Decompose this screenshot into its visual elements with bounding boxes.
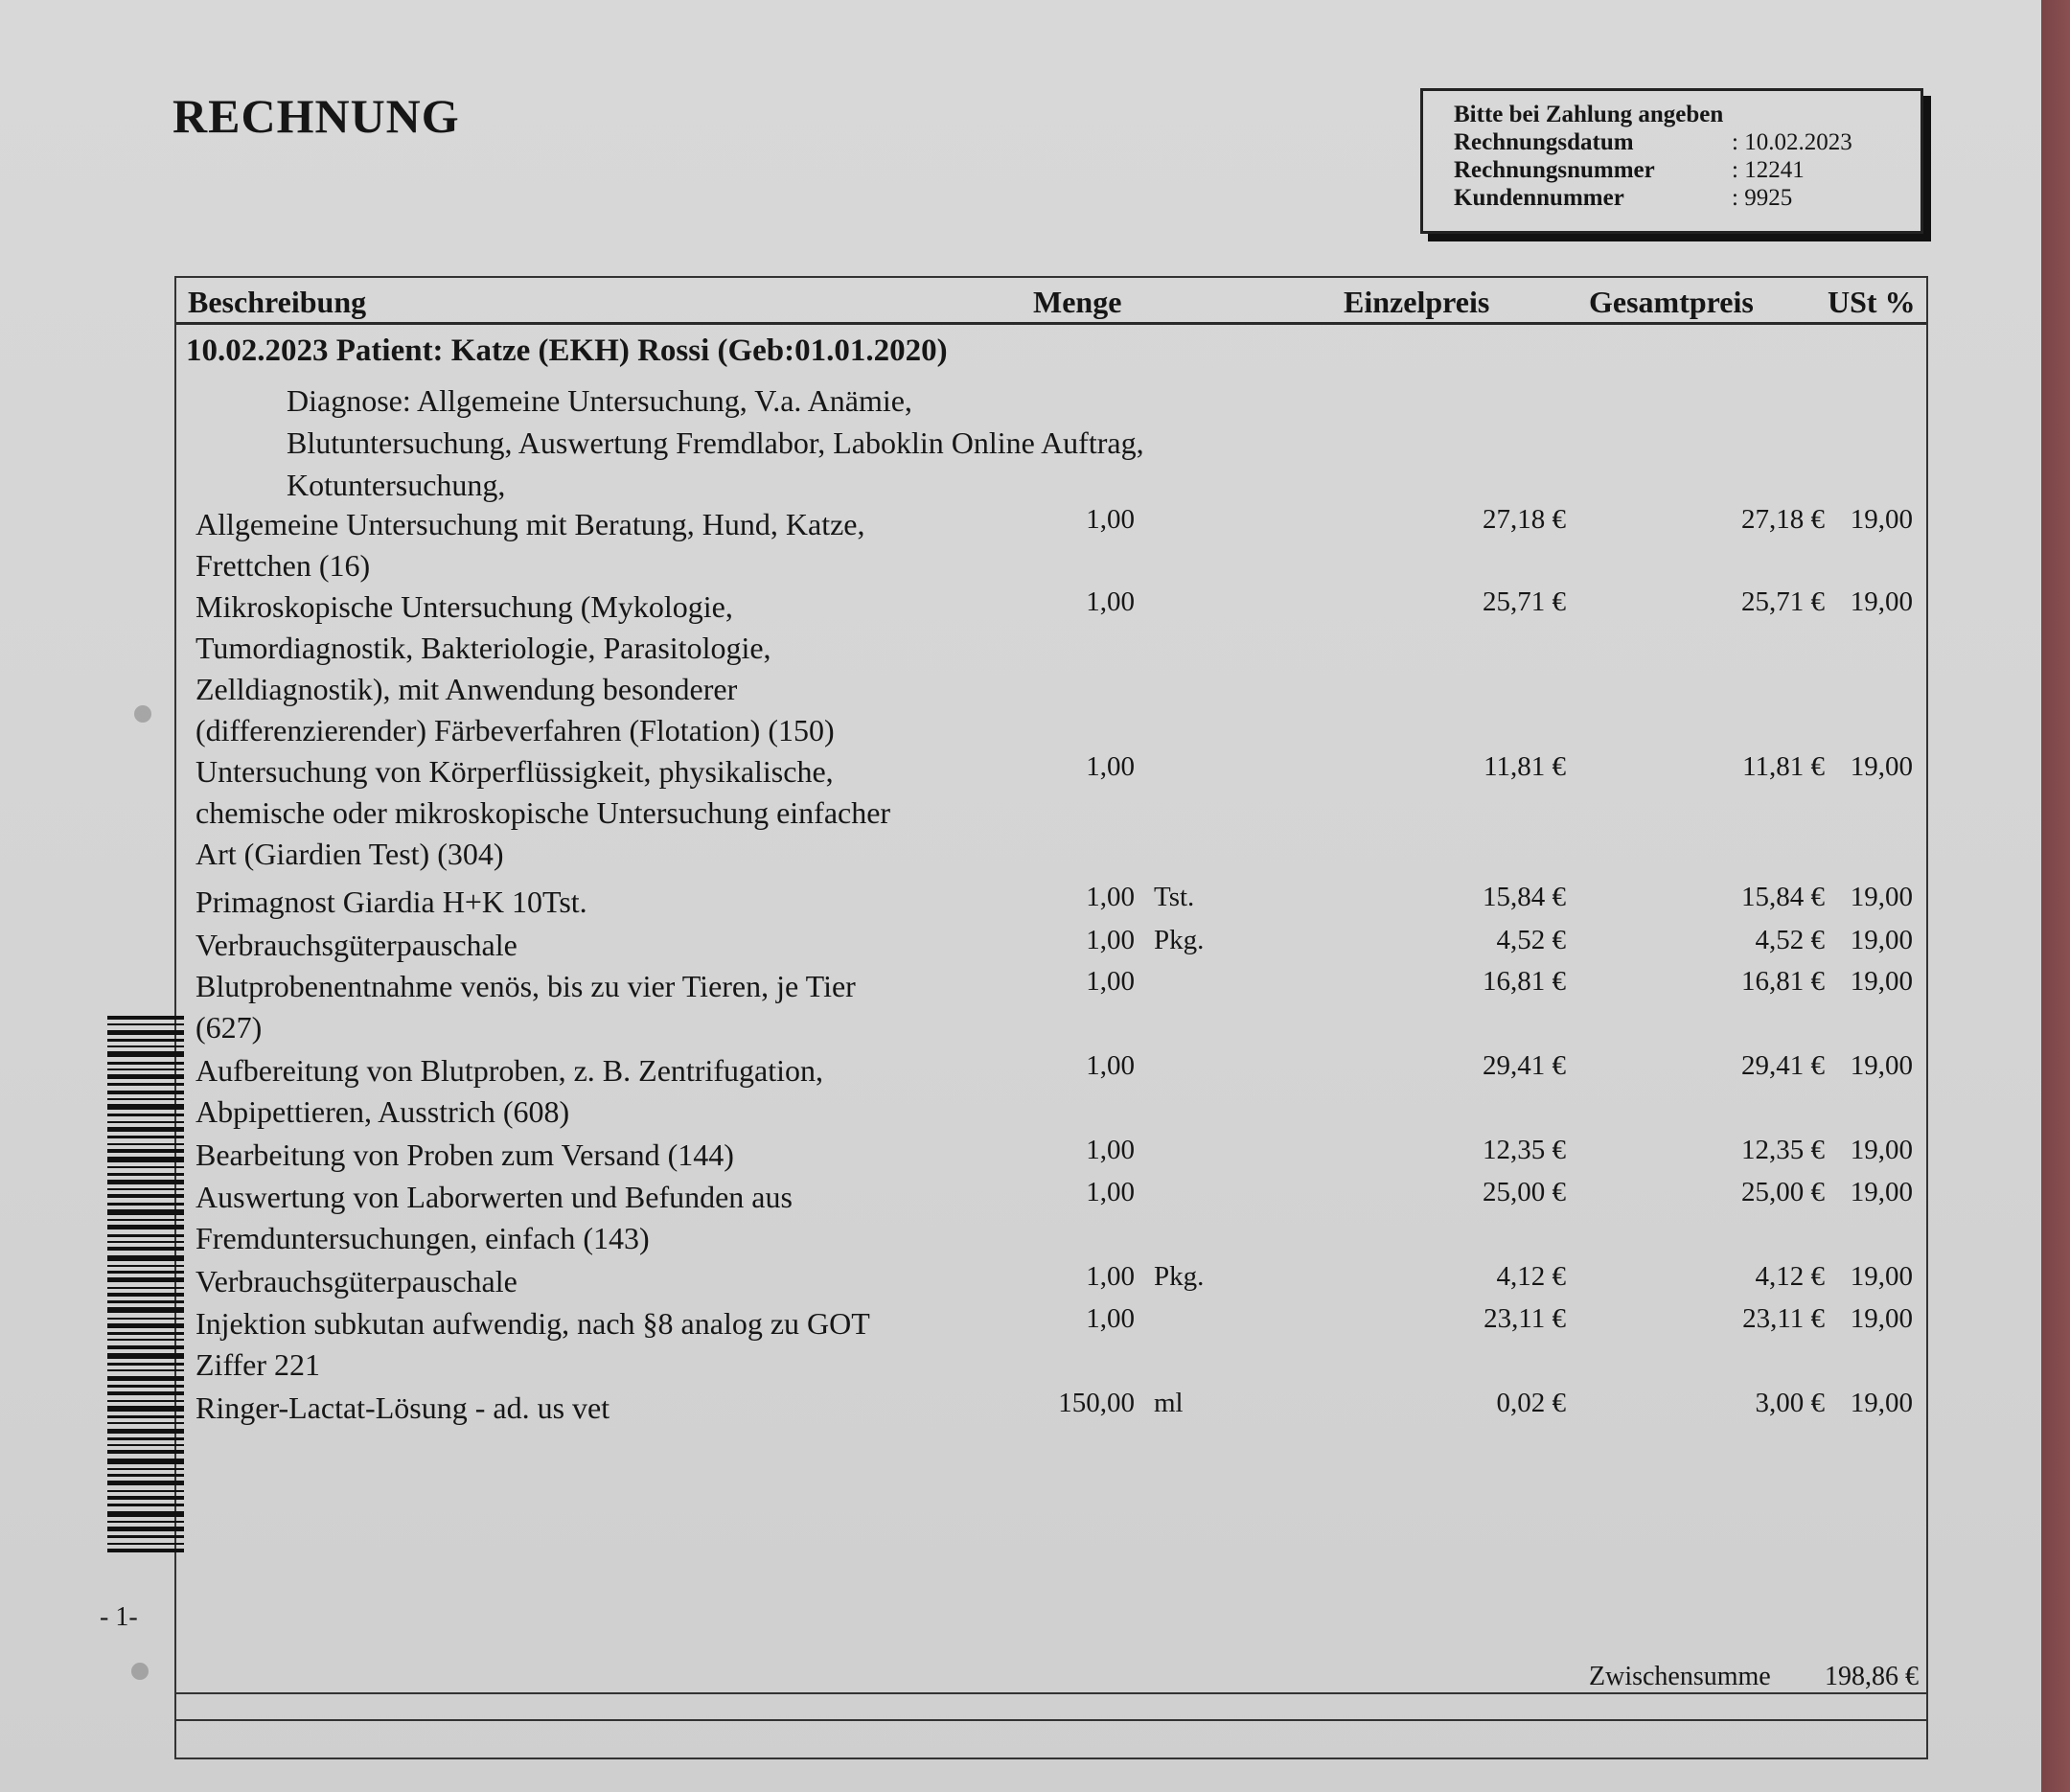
item-description-line: Frettchen (16) bbox=[196, 548, 371, 583]
item-vat: 19,00 bbox=[1850, 1303, 1913, 1334]
item-total-price: 29,41 € bbox=[1741, 1050, 1825, 1081]
item-description-line: Zelldiagnostik), mit Anwendung besonderer bbox=[196, 672, 738, 706]
item-description bbox=[196, 1050, 1020, 1133]
customer-number-row bbox=[1454, 184, 1890, 212]
invoice-line-item bbox=[196, 966, 1920, 1045]
item-total-price: 4,12 € bbox=[1755, 1261, 1825, 1292]
item-description-line: Injektion subkutan aufwendig, nach §8 analog zu GOT bbox=[196, 1306, 870, 1341]
item-description bbox=[196, 1261, 1020, 1302]
item-description bbox=[196, 751, 1020, 875]
item-unit-price: 11,81 € bbox=[1484, 751, 1566, 782]
item-unit: ml bbox=[1154, 1388, 1184, 1418]
item-unit-price: 12,35 € bbox=[1483, 1135, 1566, 1165]
invoice-date-row bbox=[1454, 128, 1890, 156]
item-quantity: 1,00 bbox=[1086, 504, 1135, 535]
diagnosis-line: Kotuntersuchung, bbox=[287, 468, 506, 502]
customer-number-label: Kundennummer bbox=[1454, 185, 1624, 211]
barcode-image bbox=[107, 1016, 184, 1552]
item-description-line: Abpipettieren, Ausstrich (608) bbox=[196, 1094, 570, 1129]
invoice-date-value: : 10.02.2023 bbox=[1732, 129, 1852, 155]
item-quantity: 1,00 bbox=[1086, 966, 1135, 997]
invoice-line-item bbox=[196, 882, 1920, 920]
red-background-edge bbox=[2041, 0, 2070, 1792]
item-quantity: 1,00 bbox=[1086, 882, 1135, 912]
item-total-price: 25,00 € bbox=[1741, 1177, 1825, 1207]
invoice-title: RECHNUNG bbox=[172, 89, 460, 143]
bottom-rule bbox=[176, 1719, 1926, 1721]
item-description-line: Allgemeine Untersuchung mit Beratung, Hund, Katze, bbox=[196, 507, 865, 541]
item-vat: 19,00 bbox=[1850, 586, 1913, 617]
item-description-line: Auswertung von Laborwerten und Befunden aus bbox=[196, 1180, 793, 1214]
item-description-line: chemische oder mikroskopische Untersuchung einfacher bbox=[196, 795, 891, 830]
item-quantity: 1,00 bbox=[1086, 1261, 1135, 1292]
vat-column-header: USt % bbox=[1828, 285, 1916, 319]
invoice-line-item bbox=[196, 925, 1920, 963]
item-unit: Pkg. bbox=[1154, 925, 1205, 955]
invoice-line-item bbox=[196, 504, 1920, 583]
invoice-line-item bbox=[196, 586, 1920, 747]
item-vat: 19,00 bbox=[1850, 966, 1913, 997]
item-unit: Tst. bbox=[1154, 882, 1195, 912]
item-vat: 19,00 bbox=[1850, 751, 1913, 782]
scan-mark bbox=[134, 705, 151, 723]
item-description-line: Ringer-Lactat-Lösung - ad. us vet bbox=[196, 1390, 610, 1425]
payment-reference-heading: Bitte bei Zahlung angeben bbox=[1454, 102, 1724, 127]
item-description-line: Tumordiagnostik, Bakteriologie, Parasitologie, bbox=[196, 631, 771, 665]
item-vat: 19,00 bbox=[1850, 1177, 1913, 1207]
item-unit: Pkg. bbox=[1154, 1261, 1205, 1292]
quantity-column-header: Menge bbox=[1033, 285, 1122, 319]
item-unit-price: 25,00 € bbox=[1483, 1177, 1566, 1207]
item-quantity: 1,00 bbox=[1086, 751, 1135, 782]
item-unit-price: 4,12 € bbox=[1496, 1261, 1566, 1292]
invoice-line-item bbox=[196, 1261, 1920, 1299]
item-quantity: 150,00 bbox=[1058, 1388, 1135, 1418]
subtotal-value: 198,86 € bbox=[1825, 1662, 1919, 1691]
item-vat: 19,00 bbox=[1850, 882, 1913, 912]
diagnosis-line: Diagnose: Allgemeine Untersuchung, V.a. Anämie, bbox=[287, 383, 912, 418]
item-vat: 19,00 bbox=[1850, 504, 1913, 535]
item-description-line: Primagnost Giardia H+K 10Tst. bbox=[196, 885, 587, 919]
item-total-price: 3,00 € bbox=[1755, 1388, 1825, 1418]
item-unit-price: 15,84 € bbox=[1483, 882, 1566, 912]
item-total-price: 11,81 € bbox=[1742, 751, 1825, 782]
item-total-price: 23,11 € bbox=[1742, 1303, 1825, 1334]
invoice-line-item bbox=[196, 1303, 1920, 1382]
item-description-line: Bearbeitung von Proben zum Versand (144) bbox=[196, 1137, 734, 1172]
item-description-line: Verbrauchsgüterpauschale bbox=[196, 928, 518, 962]
item-description bbox=[196, 1388, 1020, 1429]
invoice-number-value: : 12241 bbox=[1732, 157, 1805, 183]
item-total-price: 16,81 € bbox=[1741, 966, 1825, 997]
item-description bbox=[196, 882, 1020, 923]
page-number: - 1- bbox=[100, 1602, 138, 1632]
description-column-header: Beschreibung bbox=[188, 285, 367, 319]
item-description bbox=[196, 1135, 1020, 1176]
item-quantity: 1,00 bbox=[1086, 1135, 1135, 1165]
item-description-line: Verbrauchsgüterpauschale bbox=[196, 1264, 518, 1298]
item-vat: 19,00 bbox=[1850, 1050, 1913, 1081]
item-quantity: 1,00 bbox=[1086, 586, 1135, 617]
customer-number-value: : 9925 bbox=[1732, 185, 1793, 211]
item-total-price: 27,18 € bbox=[1741, 504, 1825, 535]
item-unit-price: 16,81 € bbox=[1483, 966, 1566, 997]
invoice-line-item bbox=[196, 1388, 1920, 1426]
invoice-line-item bbox=[196, 1135, 1920, 1173]
item-description-line: (differenzierender) Färbeverfahren (Flotation) (150) bbox=[196, 713, 835, 747]
item-unit-price: 27,18 € bbox=[1483, 504, 1566, 535]
item-quantity: 1,00 bbox=[1086, 1050, 1135, 1081]
invoice-line-item bbox=[196, 751, 1920, 871]
item-total-price: 15,84 € bbox=[1741, 882, 1825, 912]
item-total-price: 12,35 € bbox=[1741, 1135, 1825, 1165]
diagnosis-block bbox=[287, 379, 1532, 506]
subtotal-row bbox=[176, 1662, 1926, 1694]
subtotal-label: Zwischensumme bbox=[1589, 1662, 1771, 1691]
item-description-line: Fremduntersuchungen, einfach (143) bbox=[196, 1221, 650, 1255]
diagnosis-line: Blutuntersuchung, Auswertung Fremdlabor, Laboklin Online Auftrag, bbox=[287, 425, 1144, 460]
table-header-row bbox=[176, 278, 1926, 325]
patient-line: 10.02.2023 Patient: Katze (EKH) Rossi (Geb:01.01.2020) bbox=[186, 333, 948, 368]
item-description bbox=[196, 504, 1020, 586]
total-price-column-header: Gesamtpreis bbox=[1589, 285, 1754, 319]
item-vat: 19,00 bbox=[1850, 925, 1913, 955]
item-description bbox=[196, 1303, 1020, 1386]
item-description bbox=[196, 966, 1020, 1048]
item-description bbox=[196, 925, 1020, 966]
invoice-table bbox=[174, 276, 1928, 1759]
item-description bbox=[196, 1177, 1020, 1259]
invoice-number-label: Rechnungsnummer bbox=[1454, 157, 1655, 183]
invoice-line-item bbox=[196, 1050, 1920, 1129]
unit-price-column-header: Einzelpreis bbox=[1344, 285, 1490, 319]
item-unit-price: 29,41 € bbox=[1483, 1050, 1566, 1081]
item-unit-price: 0,02 € bbox=[1496, 1388, 1566, 1418]
item-description-line: Untersuchung von Körperflüssigkeit, physikalische, bbox=[196, 754, 834, 789]
item-unit-price: 4,52 € bbox=[1496, 925, 1566, 955]
item-description bbox=[196, 586, 1020, 751]
item-vat: 19,00 bbox=[1850, 1261, 1913, 1292]
item-description-line: Blutprobenentnahme venös, bis zu vier Tieren, je Tier bbox=[196, 969, 856, 1003]
item-quantity: 1,00 bbox=[1086, 1303, 1135, 1334]
item-quantity: 1,00 bbox=[1086, 925, 1135, 955]
item-vat: 19,00 bbox=[1850, 1135, 1913, 1165]
item-description-line: Mikroskopische Untersuchung (Mykologie, bbox=[196, 589, 733, 624]
item-unit-price: 25,71 € bbox=[1483, 586, 1566, 617]
payment-reference-box bbox=[1420, 88, 1923, 234]
item-quantity: 1,00 bbox=[1086, 1177, 1135, 1207]
item-total-price: 4,52 € bbox=[1755, 925, 1825, 955]
invoice-line-item bbox=[196, 1177, 1920, 1255]
item-description-line: Art (Giardien Test) (304) bbox=[196, 837, 504, 871]
item-total-price: 25,71 € bbox=[1741, 586, 1825, 617]
item-description-line: Aufbereitung von Blutproben, z. B. Zentrifugation, bbox=[196, 1053, 823, 1088]
item-unit-price: 23,11 € bbox=[1484, 1303, 1566, 1334]
item-vat: 19,00 bbox=[1850, 1388, 1913, 1418]
scan-mark bbox=[131, 1663, 149, 1680]
item-description-line: Ziffer 221 bbox=[196, 1347, 321, 1382]
invoice-number-row bbox=[1454, 156, 1890, 184]
item-description-line: (627) bbox=[196, 1010, 263, 1045]
invoice-date-label: Rechnungsdatum bbox=[1454, 129, 1634, 155]
